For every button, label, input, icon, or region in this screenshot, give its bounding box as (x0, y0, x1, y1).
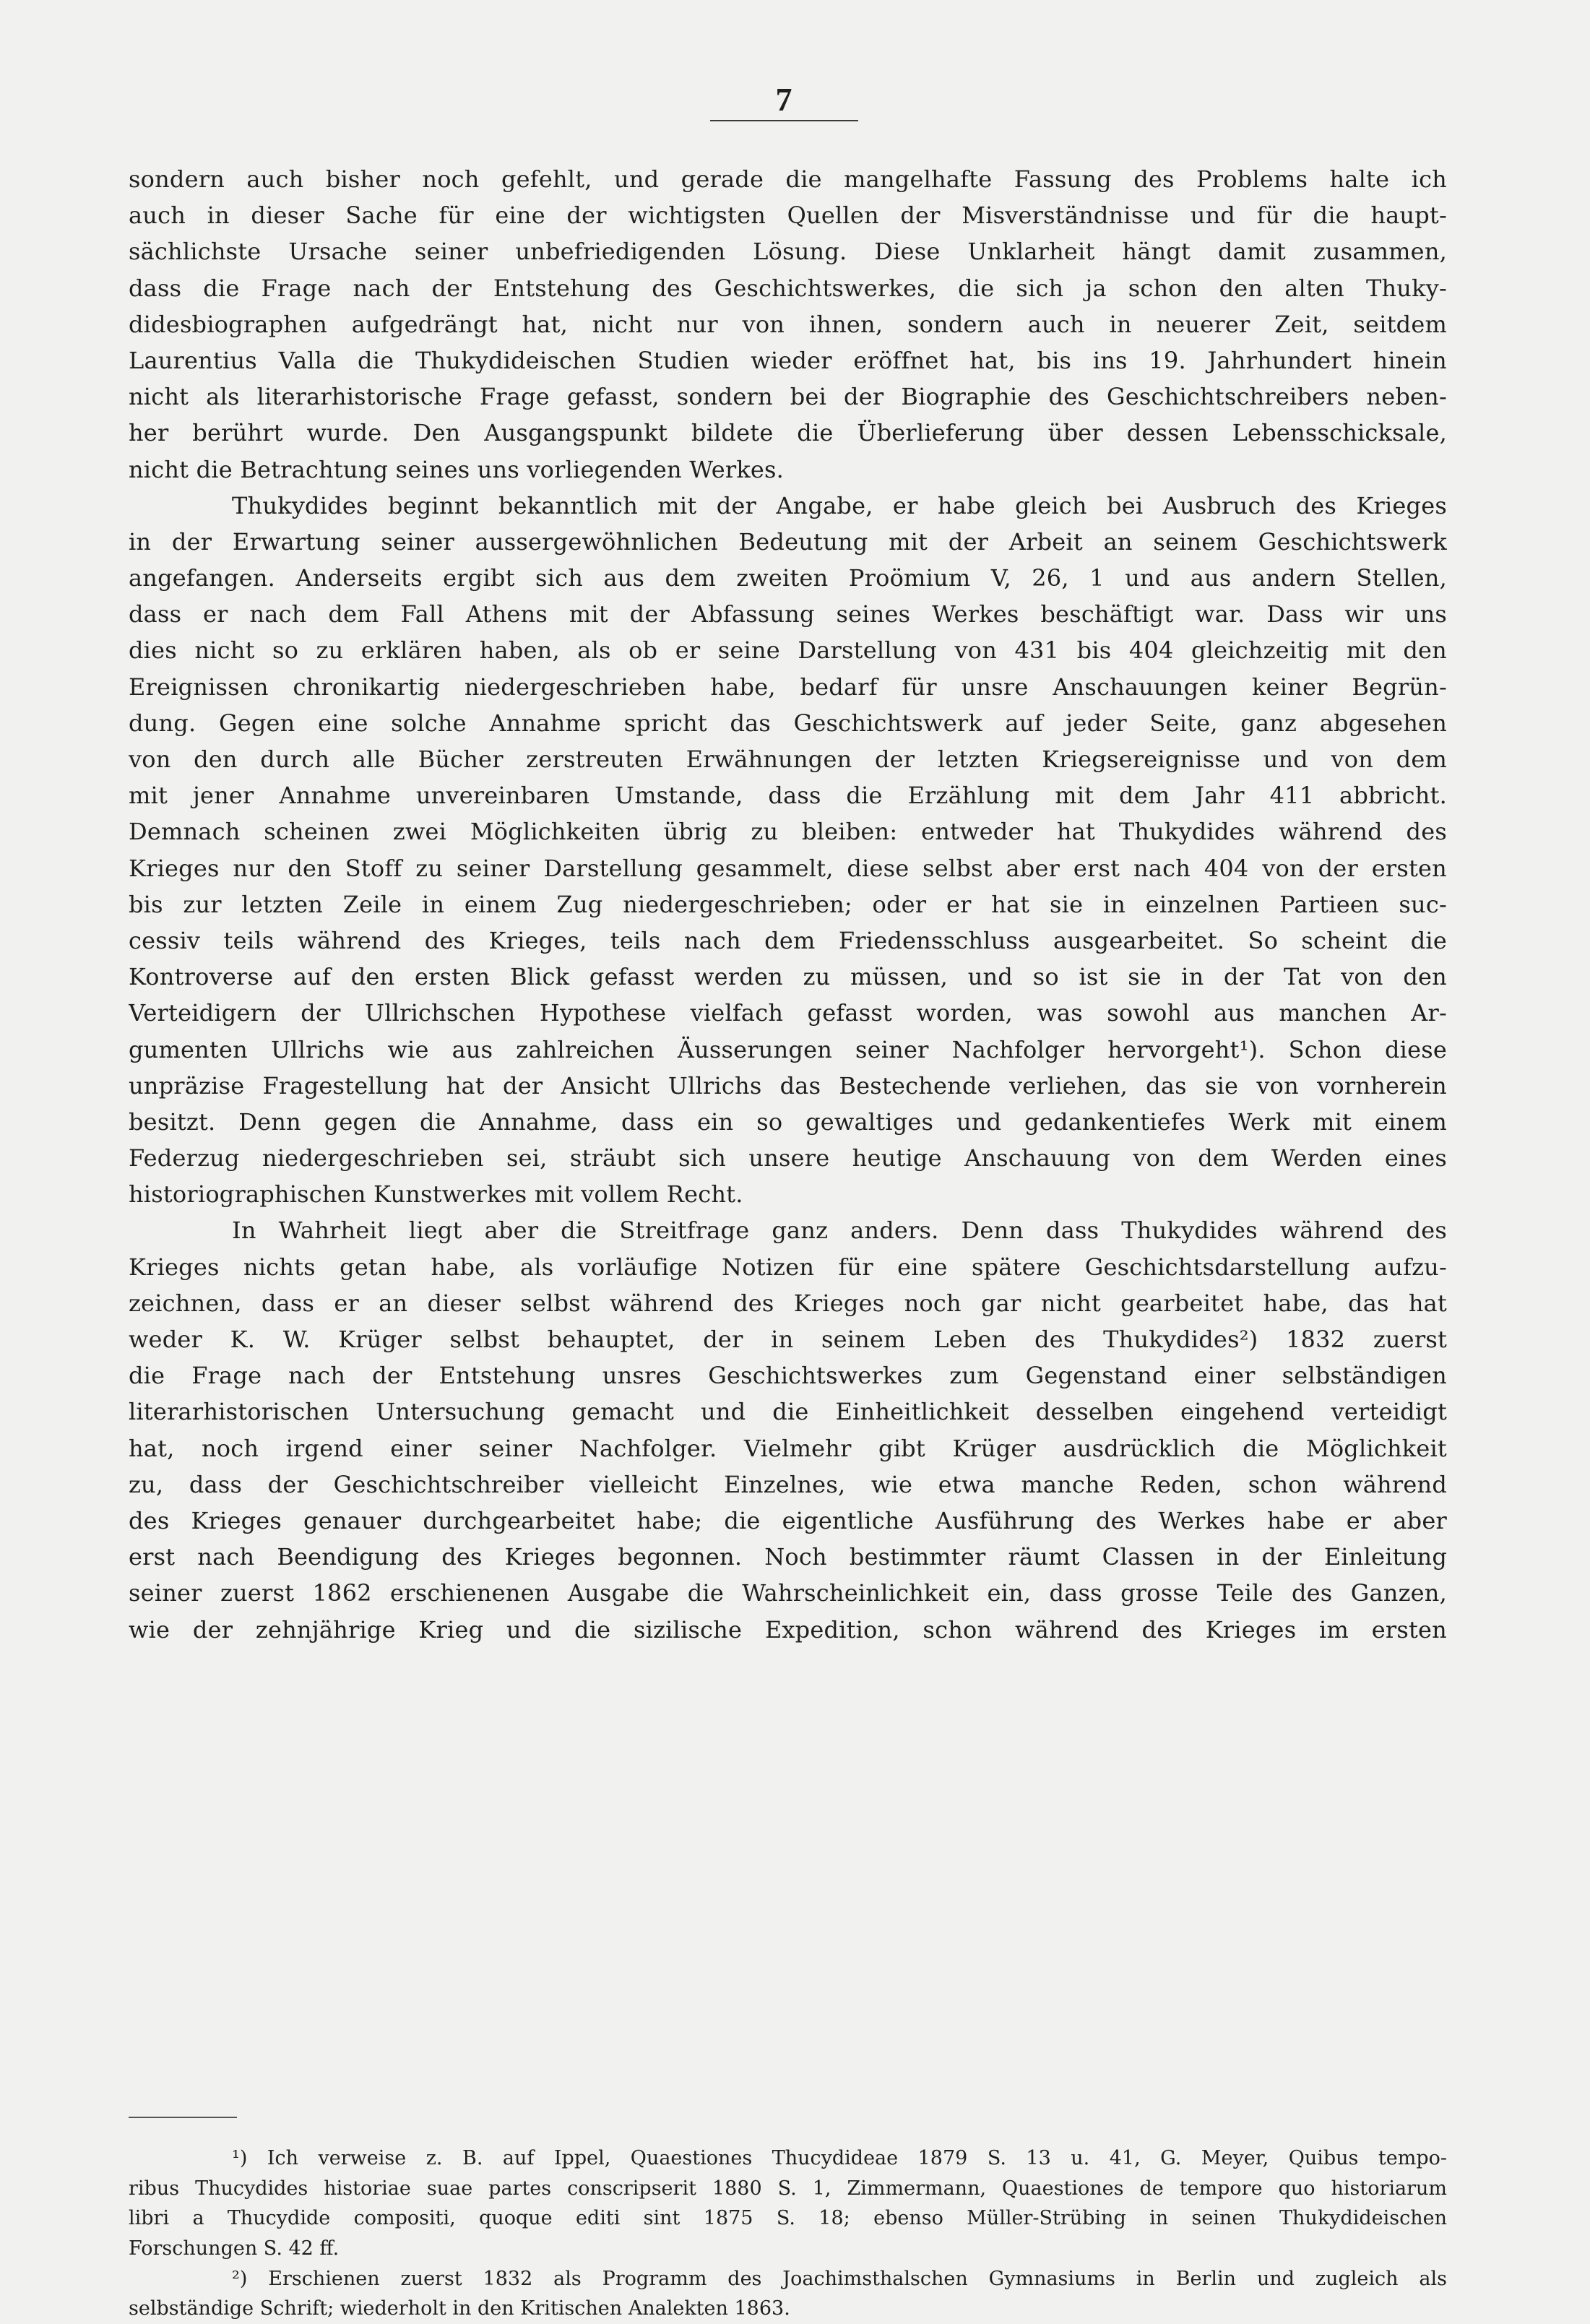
text-line: nicht die Betrachtung seines uns vorliegenden Werkes. (129, 455, 785, 483)
text-line: sondern auch bisher noch gefehlt, und gerade die mangelhafte Fassung des Problems halte ich (129, 165, 1447, 193)
text-line: weder K. W. Krüger selbst behauptet, der in seinem Leben des Thukydides²) 1832 zuerst (129, 1326, 1447, 1353)
text-line: angefangen. Anderseits ergibt sich aus dem zweiten Proömium V, 26, 1 und aus andern Stellen, (129, 564, 1447, 592)
text-line: des Krieges genauer durchgearbeitet habe; die eigentliche Ausführung des Werkes habe er aber (129, 1506, 1447, 1534)
text-line: Kontroverse auf den ersten Blick gefasst werden zu müssen, und so ist sie in der Tat von den (129, 963, 1447, 991)
text-line: Demnach scheinen zwei Möglichkeiten übrig zu bleiben: entweder hat Thukydides während des (129, 818, 1447, 846)
page-number-rule (710, 120, 858, 121)
text-line: Verteidigern der Ullrichschen Hypothese vielfach gefasst worden, was sowohl aus manchen Ar- (129, 999, 1447, 1027)
footnote-line: Forschungen S. 42 ff. (129, 2237, 340, 2260)
footnote-line: ²) Erschienen zuerst 1832 als Programm des Joachimsthalschen Gymnasiums in Berlin und zugleich als (232, 2267, 1447, 2290)
text-line: Laurentius Valla die Thukydideischen Studien wieder eröffnet hat, bis ins 19. Jahrhundert hinein (129, 346, 1447, 374)
page-header (708, 81, 860, 121)
text-line: zu, dass der Geschichtschreiber vielleicht Einzelnes, wie etwa manche Reden, schon während (129, 1470, 1447, 1498)
footnote-line: libri a Thucydide compositi, quoque editi sint 1875 S. 18; ebenso Müller-Strübing in seinen Thukydideischen (129, 2207, 1447, 2230)
text-line: literarhistorischen Untersuchung gemacht und die Einheitlichkeit desselben eingehend verteidigt (129, 1398, 1447, 1426)
text-line: gumenten Ullrichs wie aus zahlreichen Äusserungen seiner Nachfolger hervorgeht¹). Schon diese (129, 1035, 1447, 1063)
main-text (129, 161, 1447, 1648)
text-line: nicht als literarhistorische Frage gefasst, sondern bei der Biographie des Geschichtschreibers neben- (129, 383, 1447, 411)
text-line: bis zur letzten Zeile in einem Zug niedergeschrieben; oder er hat sie in einzelnen Partieen suc- (129, 890, 1447, 918)
text-line: dass er nach dem Fall Athens mit der Abfassung seines Werkes beschäftigt war. Dass wir uns (129, 600, 1447, 628)
text-line: seiner zuerst 1862 erschienenen Ausgabe die Wahrscheinlichkeit ein, dass grosse Teile des Ganzen, (129, 1579, 1447, 1607)
text-line: auch in dieser Sache für eine der wichtigsten Quellen der Misverständnisse und für die haupt- (129, 202, 1447, 230)
text-line: didesbiographen aufgedrängt hat, nicht nur von ihnen, sondern auch in neuerer Zeit, seitdem (129, 310, 1447, 338)
text-line: hat, noch irgend einer seiner Nachfolger. Vielmehr gibt Krüger ausdrücklich die Möglichkeit (129, 1434, 1447, 1462)
text-line: cessiv teils während des Krieges, teils nach dem Friedensschluss ausgearbeitet. So scheint die (129, 926, 1447, 954)
text-line: die Frage nach der Entstehung unsres Geschichtswerkes zum Gegenstand einer selbständigen (129, 1362, 1447, 1390)
text-line: unpräzise Fragestellung hat der Ansicht Ullrichs das Bestechende verliehen, das sie von vornherein (129, 1071, 1447, 1100)
text-line: dung. Gegen eine solche Annahme spricht das Geschichtswerk auf jeder Seite, ganz abgesehen (129, 709, 1447, 737)
text-line: Krieges nichts getan habe, als vorläufige Notizen für eine spätere Geschichtsdarstellung aufzu- (129, 1253, 1447, 1281)
text-line: wie der zehnjährige Krieg und die sizilische Expedition, schon während des Krieges im ersten (129, 1615, 1447, 1643)
footnote-divider (129, 2117, 237, 2118)
text-line: sächlichste Ursache seiner unbefriedigenden Lösung. Diese Unklarheit hängt damit zusammen, (129, 238, 1447, 266)
text-line: mit jener Annahme unvereinbaren Umstande, dass die Erzählung mit dem Jahr 411 abbricht. (129, 782, 1447, 810)
text-line: in der Erwartung seiner aussergewöhnlichen Bedeutung mit der Arbeit an seinem Geschichtswerk (129, 527, 1447, 556)
page-number: 7 (775, 81, 792, 118)
text-line: dass die Frage nach der Entstehung des Geschichtswerkes, die sich ja schon den alten Thuky- (129, 274, 1447, 302)
text-line: Krieges nur den Stoff zu seiner Darstellung gesammelt, diese selbst aber erst nach 404 von der ersten (129, 854, 1447, 882)
text-line: von den durch alle Bücher zerstreuten Erwähnungen der letzten Kriegsereignisse und von dem (129, 746, 1447, 773)
footnote-line: ¹) Ich verweise z. B. auf Ippel, Quaestiones Thucydideae 1879 S. 13 u. 41, G. Meyer, Quibus tempo- (232, 2147, 1447, 2169)
footnotes (129, 2143, 1447, 2324)
footnote-line: selbständige Schrift; wiederholt in den Kritischen Analekten 1863. (129, 2297, 790, 2320)
text-line: dies nicht so zu erklären haben, als ob er seine Darstellung von 431 bis 404 gleichzeitig mit den (129, 636, 1447, 665)
text-line: In Wahrheit liegt aber die Streitfrage ganz anders. Denn dass Thukydides während des (232, 1217, 1447, 1245)
text-line: historiographischen Kunstwerkes mit vollem Recht. (129, 1180, 743, 1209)
text-line: besitzt. Denn gegen die Annahme, dass ein so gewaltiges und gedankentiefes Werk mit einem (129, 1107, 1447, 1136)
text-line: zeichnen, dass er an dieser selbst während des Krieges noch gar nicht gearbeitet habe, das hat (129, 1289, 1447, 1317)
text-line: Thukydides beginnt bekanntlich mit der Angabe, er habe gleich bei Ausbruch des Krieges (232, 491, 1447, 519)
text-line: her berührt wurde. Den Ausgangspunkt bildete die Überlieferung über dessen Lebensschicksale, (129, 419, 1447, 447)
text-line: erst nach Beendigung des Krieges begonnen. Noch bestimmter räumt Classen in der Einleitung (129, 1543, 1447, 1571)
footnote-line: ribus Thucydides historiae suae partes conscripserit 1880 S. 1, Zimmermann, Quaestiones de tempore quo historiarum (129, 2177, 1447, 2200)
text-line: Ereignissen chronikartig niedergeschrieben habe, bedarf für unsre Anschauungen keiner Begrün- (129, 673, 1447, 701)
text-line: Federzug niedergeschrieben sei, sträubt sich unsere heutige Anschauung von dem Werden eines (129, 1144, 1447, 1172)
